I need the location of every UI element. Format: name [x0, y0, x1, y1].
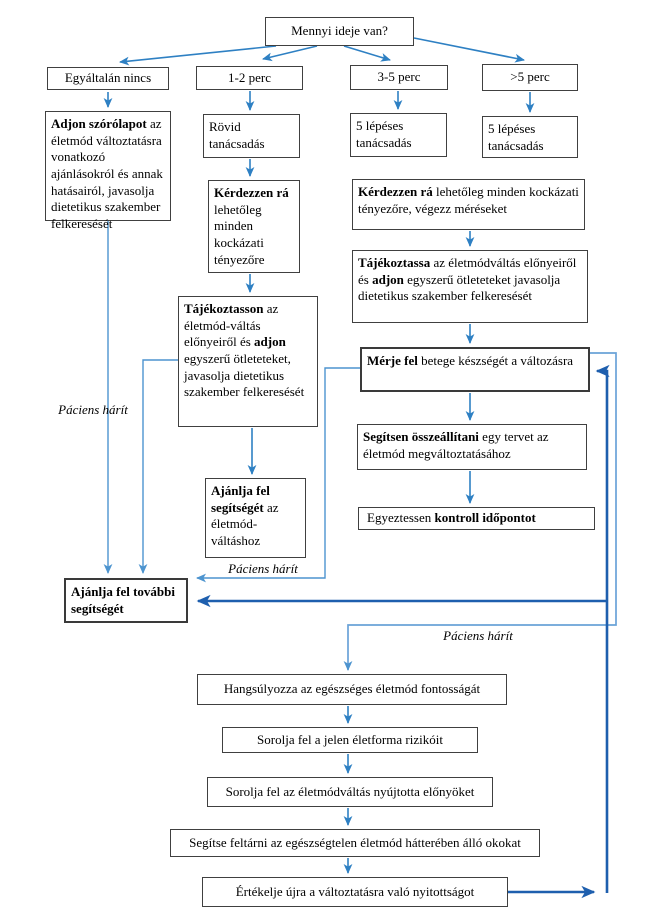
- branch-over-5-min: >5 perc: [482, 64, 578, 91]
- label-patient-deflects-mid: Páciens hárít: [228, 561, 298, 576]
- node-five-step-counseling-2: 5 lépéses tanácsadás: [482, 116, 578, 158]
- node-explore-causes: Segítse feltárni az egészségtelen életmód hátterében álló okokat: [170, 829, 540, 857]
- label-patient-deflects-left: Páciens hárít: [58, 402, 128, 417]
- node-question: Mennyi ideje van?: [265, 17, 414, 46]
- node-schedule-followup: Egyeztessen kontroll időpontot: [358, 507, 595, 530]
- node-inform-benefits-long: Tájékoztassa az életmódváltás előnyeiről és adjon egyszerű ötleteteket javasolja dietetikus szakember felkeresését: [352, 250, 588, 323]
- node-emphasize-healthy-lifestyle: Hangsúlyozza az egészséges életmód fontosságát: [197, 674, 507, 705]
- node-five-step-counseling-1: 5 lépéses tanácsadás: [350, 113, 447, 157]
- node-list-current-risks: Sorolja fel a jelen életforma rizikóit: [222, 727, 478, 753]
- node-ask-risk-factors-short: Kérdezzen rá lehetőleg minden kockázati tényezőre: [208, 180, 300, 273]
- node-offer-further-help: Ajánlja fel további segítségét: [64, 578, 188, 623]
- branch-1-2-min: 1-2 perc: [196, 66, 303, 90]
- branch-no-time: Egyáltalán nincs: [47, 67, 169, 90]
- node-ask-risk-factors-measure: Kérdezzen rá lehetőleg minden kockázati tényezőre, végezz méréseket: [352, 179, 585, 230]
- label-patient-deflects-right: Páciens hárít: [443, 628, 513, 643]
- node-help-make-plan: Segítsen összeállítani egy tervet az életmód megváltoztatásához: [357, 424, 587, 470]
- node-inform-benefits-short: Tájékoztasson az életmód-váltás előnyeiről és adjon egyszerű ötleteteket, javasolja dietetikus szakember felkeresését: [178, 296, 318, 427]
- node-offer-help-change: Ajánlja fel segítségét az életmód-váltáshoz: [205, 478, 306, 558]
- node-short-counseling: Rövid tanácsadás: [203, 114, 300, 158]
- branch-3-5-min: 3-5 perc: [350, 65, 448, 90]
- node-assess-readiness: Mérje fel betege készségét a változásra: [360, 347, 590, 392]
- node-reassess-openness: Értékelje újra a változtatásra való nyitottságot: [202, 877, 508, 907]
- node-list-change-benefits: Sorolja fel az életmódváltás nyújtotta előnyöket: [207, 777, 493, 807]
- node-give-leaflet: Adjon szórólapot az életmód változtatásra vonatkozó ajánlásokról és annak hatásairól, javasolja dietetikus szakember felkeresését: [45, 111, 171, 221]
